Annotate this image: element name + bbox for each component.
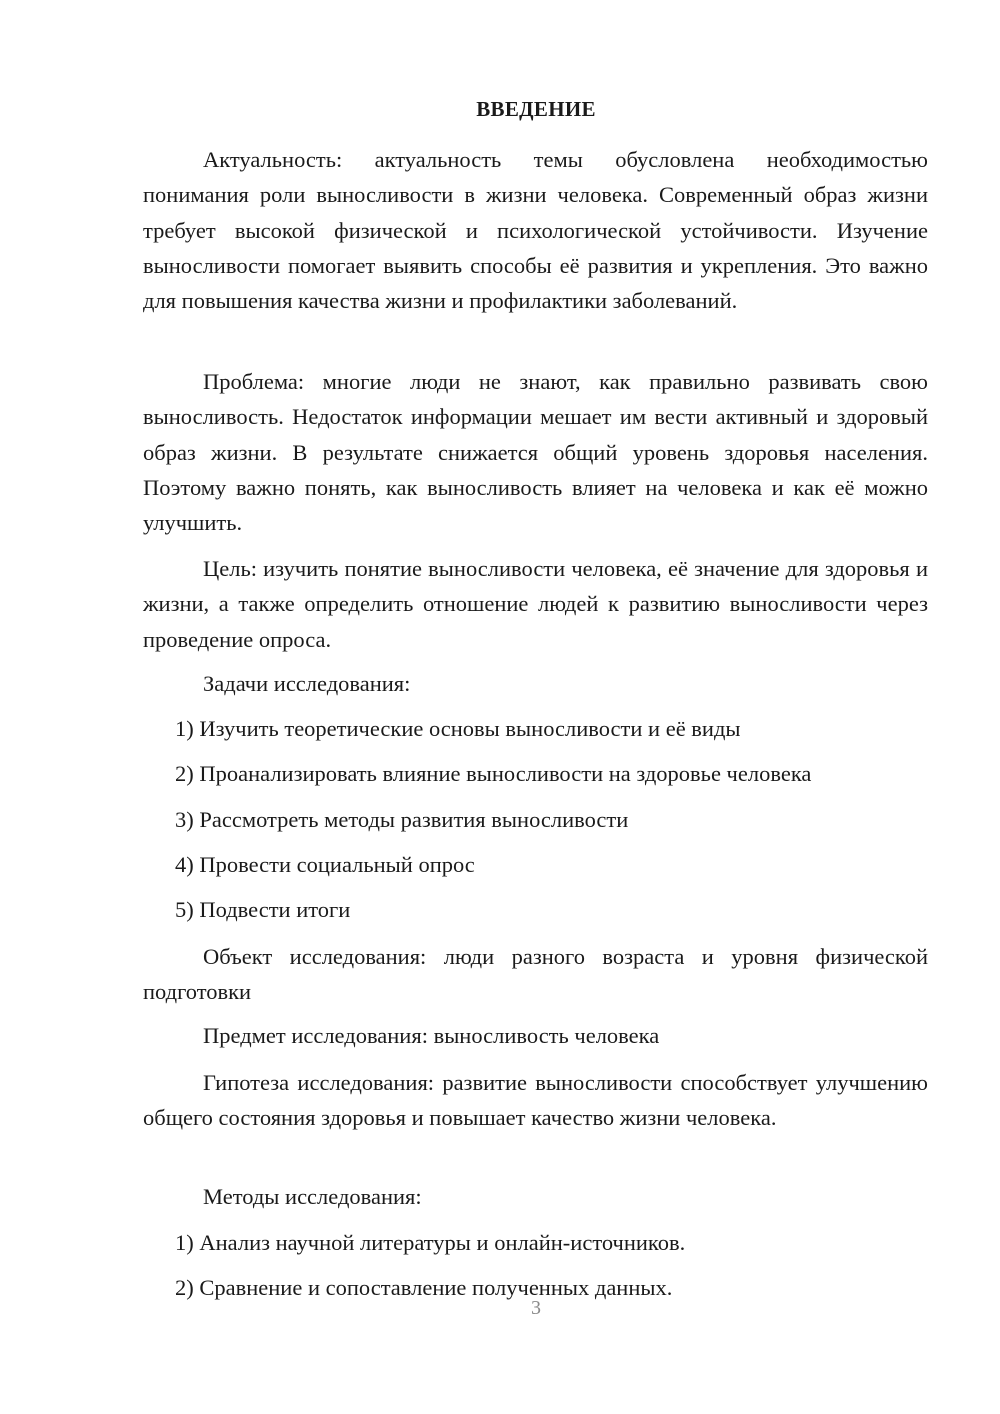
tasks-heading: Задачи исследования: bbox=[203, 671, 411, 696]
task-item-5: 5) Подвести итоги bbox=[175, 897, 351, 922]
task-item-2: 2) Проанализировать влияние выносливости на здоровье человека bbox=[175, 761, 812, 786]
goal-paragraph bbox=[143, 551, 928, 657]
goal-text: Цель: изучить понятие выносливости человека, её значение для здоровья и жизни, а также определить отношение людей к развитию выносливости через проведение опроса. bbox=[143, 556, 928, 652]
problem-paragraph bbox=[143, 364, 928, 540]
methods-heading: Методы исследования: bbox=[203, 1184, 422, 1209]
hypothesis-paragraph bbox=[143, 1065, 928, 1136]
problem-text: Проблема: многие люди не знают, как правильно развивать свою выносливость. Недостаток информации мешает им вести активный и здоровый образ жизни. В результате снижается общий уровень здоровья населения. Поэтому важно понять, как выносливость влияет на человека и как её можно улучшить. bbox=[143, 369, 928, 536]
task-item-1: 1) Изучить теоретические основы выносливости и её виды bbox=[175, 716, 741, 741]
object-paragraph bbox=[143, 939, 928, 1010]
hypothesis-text: Гипотеза исследования: развитие выносливости способствует улучшению общего состояния здоровья и повышает качество жизни человека. bbox=[143, 1070, 928, 1131]
relevance-text: Актуальность: актуальность темы обусловлена необходимостью понимания роли выносливости в жизни человека. Современный образ жизни требует высокой физической и психологической устойчивости. Изучение выносливости помогает выявить способы её развития и укрепления. Это важно для повышения качества жизни и профилактики заболеваний. bbox=[143, 147, 928, 314]
page-number: 3 bbox=[531, 1297, 541, 1319]
method-item-2: 2) Сравнение и сопоставление полученных данных. bbox=[175, 1275, 673, 1300]
task-item-4: 4) Провести социальный опрос bbox=[175, 852, 475, 877]
subject-paragraph: Предмет исследования: выносливость человека bbox=[203, 1023, 660, 1048]
method-item-1: 1) Анализ научной литературы и онлайн-источников. bbox=[175, 1230, 686, 1255]
section-title: ВВЕДЕНИЕ bbox=[476, 97, 596, 121]
relevance-paragraph bbox=[143, 142, 928, 318]
task-item-3: 3) Рассмотреть методы развития выносливости bbox=[175, 807, 629, 832]
object-text: Объект исследования: люди разного возраста и уровня физической подготовки bbox=[143, 944, 928, 1005]
